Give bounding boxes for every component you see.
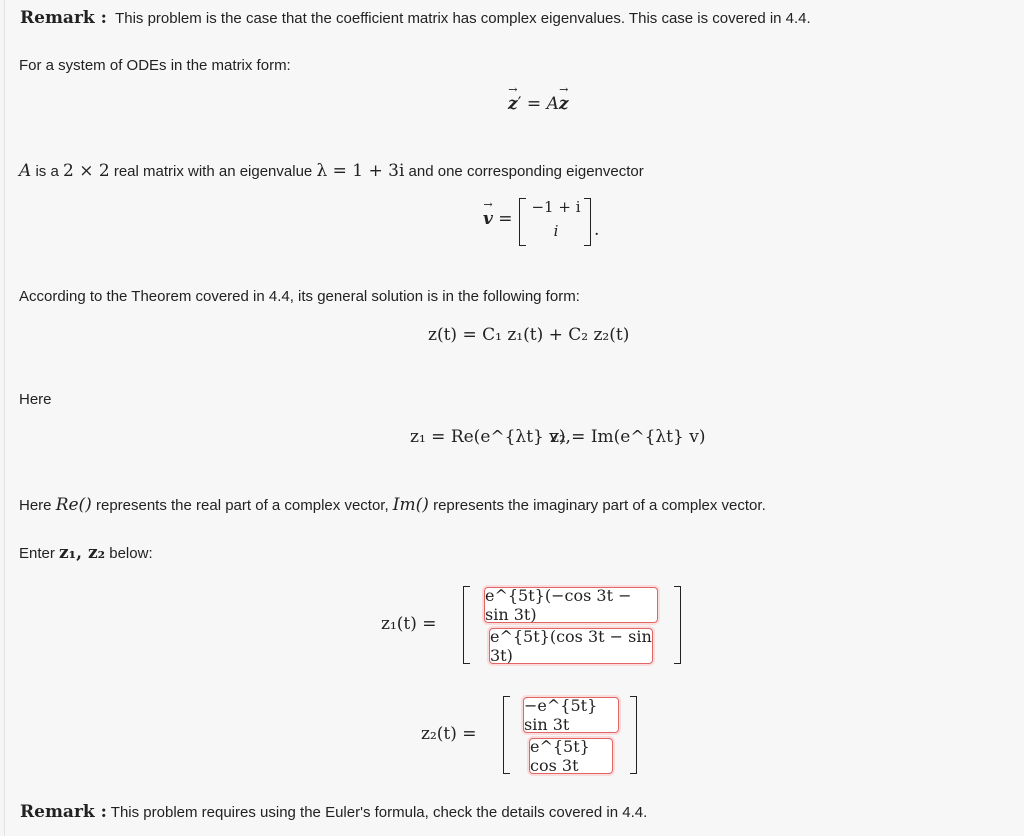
remark2-text: This problem requires using the Euler's formula, check the details covered in 4.4. (110, 804, 648, 821)
eigen-text: A is a 2 × 2 real matrix with an eigenvalue λ = 1 + 3i and one corresponding eigenvector (19, 161, 644, 181)
eigenvector-bracket-right (584, 198, 591, 246)
intro-text: For a system of ODEs in the matrix form: (19, 57, 291, 74)
eigenvector-top: −1 + i (531, 198, 581, 216)
eigenvector-bracket-left (519, 198, 526, 246)
remark-top (20, 8, 811, 28)
z2-top-input[interactable]: −e^{5t} sin 3t (523, 697, 619, 733)
theorem-text: According to the Theorem covered in 4.4, its general solution is in the following form: (19, 288, 580, 305)
z2-bracket-right (630, 696, 637, 774)
z1-bracket-left (463, 586, 470, 664)
z1-top-input[interactable]: e^{5t}(−cos 3t − sin 3t) (484, 587, 658, 623)
z-prime: → z (508, 94, 518, 114)
remark-text: This problem is the case that the coefficient matrix has complex eigenvalues. This case is covered in 4.4. (115, 10, 811, 27)
z1-bottom-input[interactable]: e^{5t}(cos 3t − sin 3t) (490, 627, 652, 665)
remark2-title: Remark : (20, 802, 107, 822)
system-equation: → z′ = A→ z (508, 94, 569, 114)
z2-bottom-input[interactable]: e^{5t} cos 3t (529, 738, 613, 774)
problem-panel (4, 0, 1024, 836)
here-label: Here (19, 391, 52, 408)
remark-title: Remark : (20, 8, 107, 28)
remark-bottom (20, 802, 647, 822)
eigenvector-period: . (594, 220, 600, 240)
z1-definition: z₁ = Re(e^{λt} v), (410, 427, 571, 447)
enter-text: Enter z₁, z₂ below: (19, 543, 153, 563)
z2-definition: z₂ = Im(e^{λt} v) (550, 427, 706, 447)
eigenvector-bottom: i (553, 222, 559, 240)
z1-label: z₁(t) = (381, 614, 437, 634)
z1-bracket-right (674, 586, 681, 664)
re-im-text: Here Re() represents the real part of a complex vector, Im() represents the imaginary part of a complex vector. (19, 495, 766, 515)
eigenvector-lhs: → v = (483, 209, 513, 229)
z2-label: z₂(t) = (421, 724, 477, 744)
z2-bracket-left (503, 696, 510, 774)
general-solution: z(t) = C₁ z₁(t) + C₂ z₂(t) (428, 325, 630, 345)
